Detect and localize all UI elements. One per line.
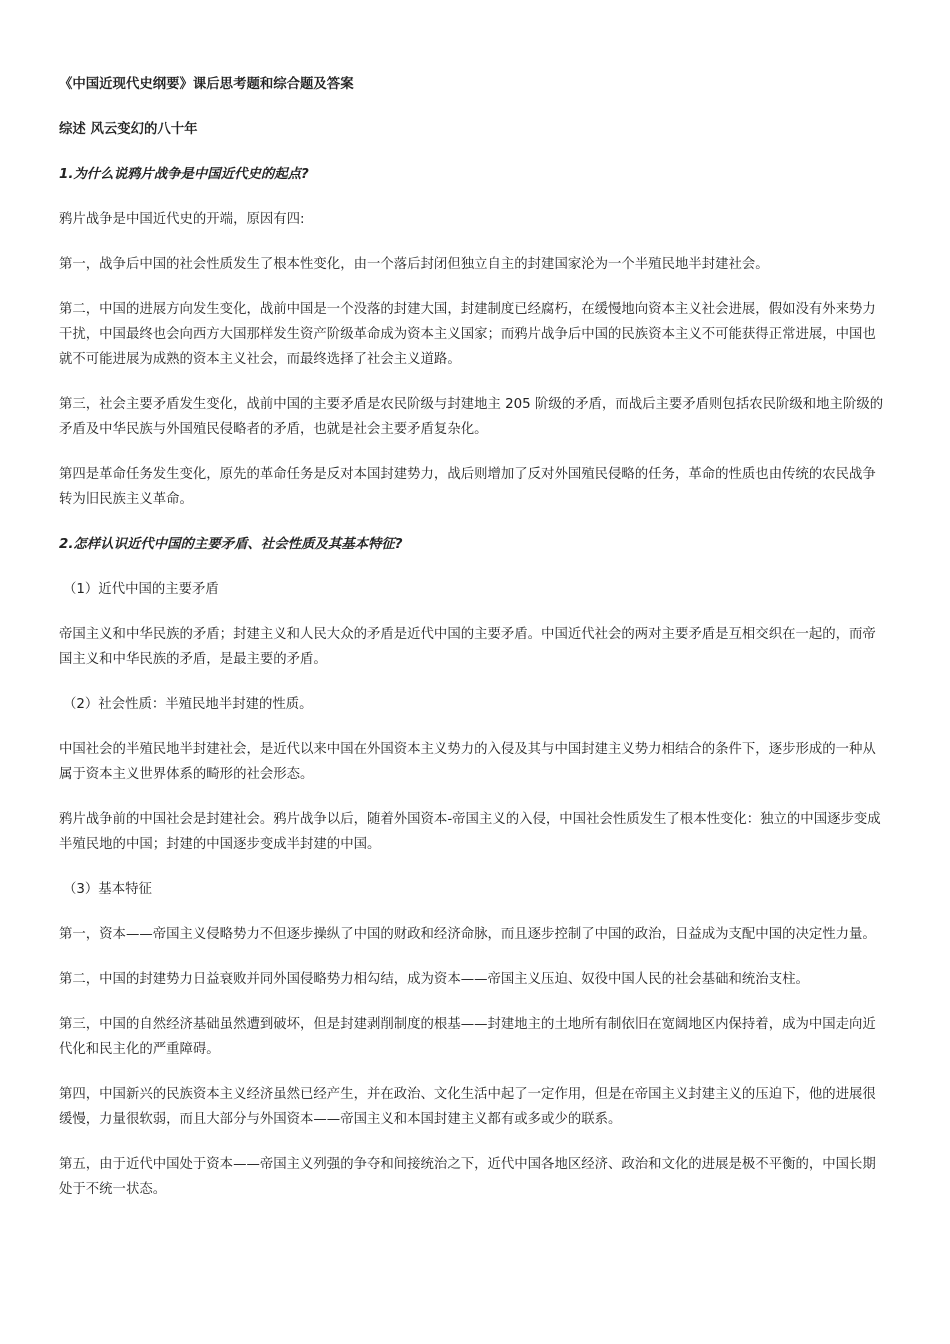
main-contradiction-paragraph: 帝国主义和中华民族的矛盾；封建主义和人民大众的矛盾是近代中国的主要矛盾。中国近代社会的两对主要矛盾是互相交织在一起的，而帝国主义和中华民族的矛盾，是最主要的矛盾。	[59, 627, 876, 667]
question-2-title: 2.怎样认识近代中国的主要矛盾、社会性质及其基本特征?	[59, 537, 403, 552]
social-nature-paragraph-1: 中国社会的半殖民地半封建社会，是近代以来中国在外国资本主义势力的入侵及其与中国封建主义势力相结合的条件下，逐步形成的一种从属于资本主义世界体系的畸形的社会形态。	[59, 742, 876, 782]
feature-paragraph-1: 第一，资本——帝国主义侵略势力不但逐步操纵了中国的财政和经济命脉，而且逐步控制了中国的政治，日益成为支配中国的决定性力量。	[59, 927, 876, 942]
document-title: 《中国近现代史纲要》课后思考题和综合题及答案	[59, 77, 354, 92]
subheading-main-contradiction: （1）近代中国的主要矛盾	[63, 582, 219, 597]
question-1-paragraph-4: 第四是革命任务发生变化，原先的革命任务是反对本国封建势力，战后则增加了反对外国殖民侵略的任务，革命的性质也由传统的农民战争转为旧民族主义革命。	[59, 467, 876, 507]
feature-paragraph-2: 第二，中国的封建势力日益衰败并同外国侵略势力相勾结，成为资本——帝国主义压迫、奴役中国人民的社会基础和统治支柱。	[59, 972, 809, 987]
question-1-paragraph-1: 第一，战争后中国的社会性质发生了根本性变化，由一个落后封闭但独立自主的封建国家沦为一个半殖民地半封建社会。	[59, 257, 769, 272]
question-1-paragraph-2: 第二，中国的进展方向发生变化，战前中国是一个没落的封建大国，封建制度已经腐朽，在缓慢地向资本主义社会进展，假如没有外来势力干扰，中国最终也会向西方大国那样发生资产阶级革命成为资本主义国家；而鸦片战争后中国的民族资本主义不可能获得正常进展，中国也就不可能进展为成熟的资本主义社会，而最终选择了社会主义道路。	[59, 302, 876, 367]
subheading-social-nature: （2）社会性质：半殖民地半封建的性质。	[63, 697, 313, 712]
feature-paragraph-3: 第三，中国的自然经济基础虽然遭到破坏，但是封建剥削制度的根基——封建地主的土地所有制依旧在宽阔地区内保持着，成为中国走向近代化和民主化的严重障碍。	[59, 1017, 876, 1057]
social-nature-paragraph-2: 鸦片战争前的中国社会是封建社会。鸦片战争以后，随着外国资本-帝国主义的入侵，中国社会性质发生了根本性变化：独立的中国逐步变成半殖民地的中国；封建的中国逐步变成半封建的中国。	[59, 812, 881, 852]
feature-paragraph-5: 第五，由于近代中国处于资本——帝国主义列强的争夺和间接统治之下，近代中国各地区经济、政治和文化的进展是极不平衡的，中国长期处于不统一状态。	[59, 1157, 876, 1197]
section-title: 综述 风云变幻的八十年	[59, 122, 198, 137]
subheading-basic-features: （3）基本特征	[63, 882, 152, 897]
feature-paragraph-4: 第四，中国新兴的民族资本主义经济虽然已经产生，并在政治、文化生活中起了一定作用，但是在帝国主义封建主义的压迫下，他的进展很缓慢，力量很软弱，而且大部分与外国资本——帝国主义和本国封建主义都有或多或少的联系。	[59, 1087, 876, 1127]
question-1-title: 1.为什么说鸦片战争是中国近代史的起点?	[59, 167, 309, 182]
question-1-paragraph-3: 第三，社会主要矛盾发生变化，战前中国的主要矛盾是农民阶级与封建地主 205 阶级的矛盾，而战后主要矛盾则包括农民阶级和地主阶级的矛盾及中华民族与外国殖民侵略者的矛盾，也就是社会主要矛盾复杂化。	[59, 397, 884, 437]
question-1-intro: 鸦片战争是中国近代史的开端，原因有四:	[59, 212, 305, 227]
document-page	[59, 72, 889, 1222]
